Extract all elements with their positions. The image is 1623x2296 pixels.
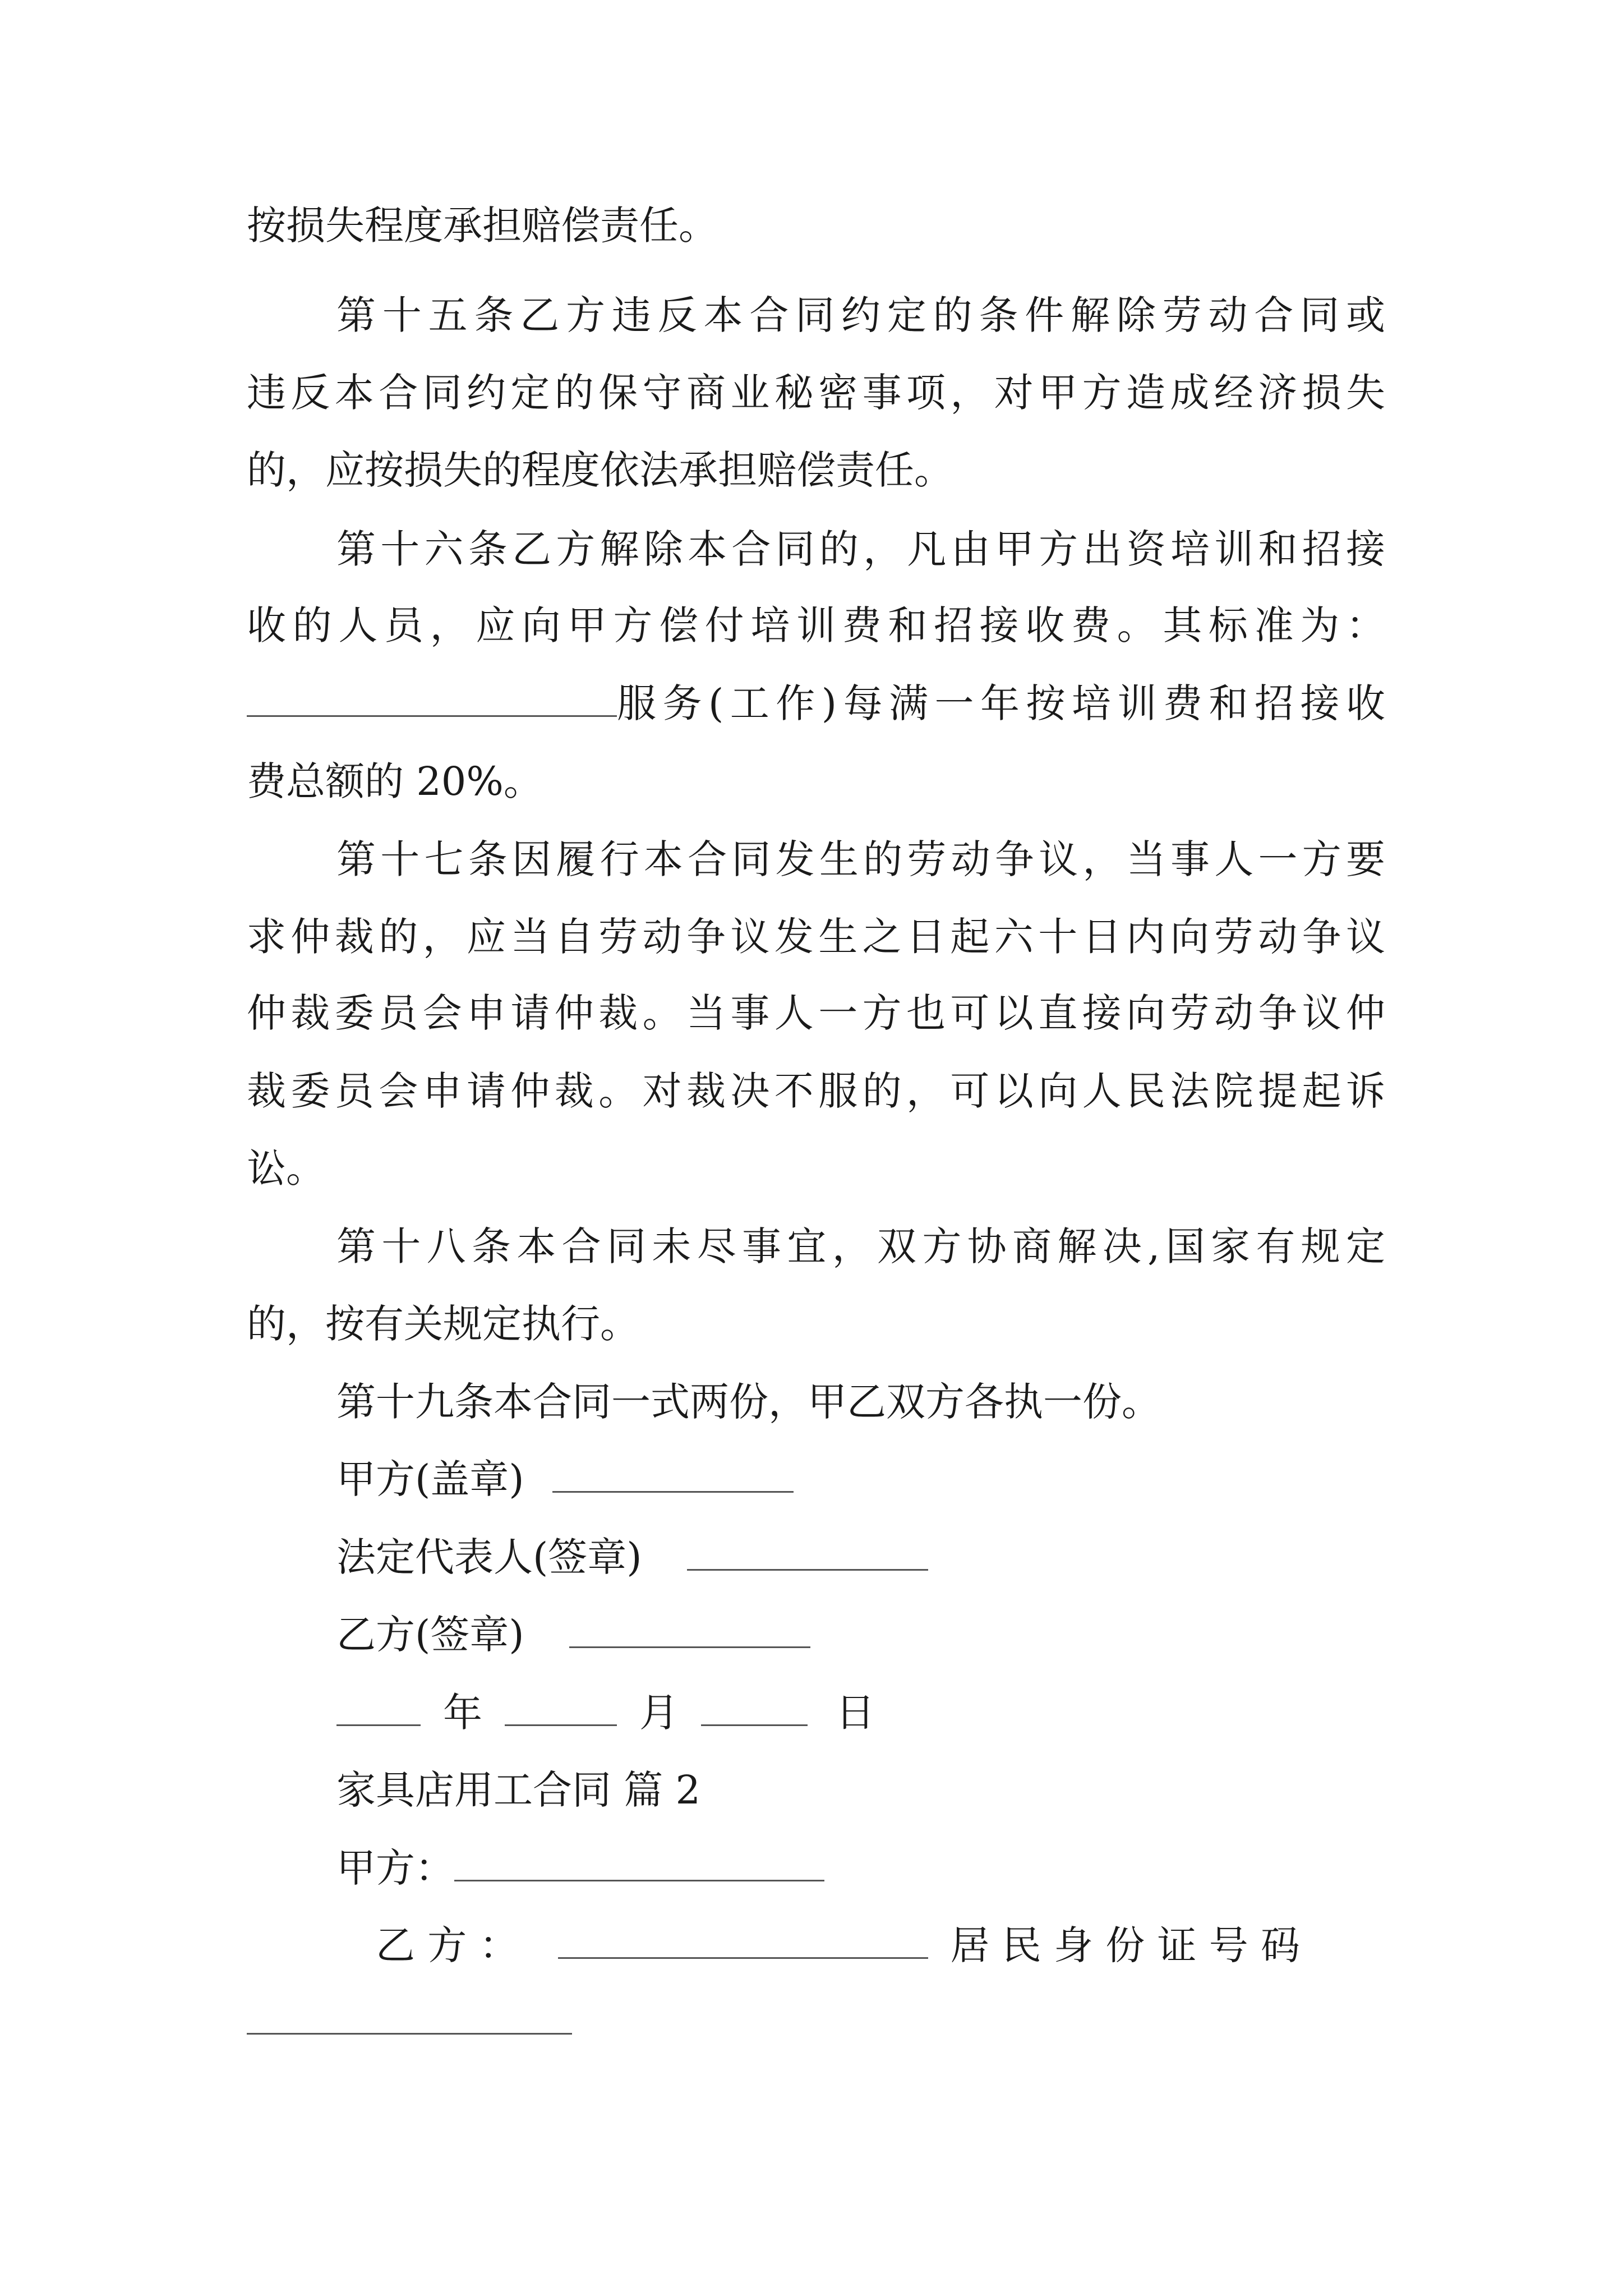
- party-a-seal-row: [336, 1452, 1385, 1506]
- day-blank: [701, 1690, 808, 1726]
- party-b-label: 乙 方 ：: [376, 1922, 519, 1968]
- article-17-line-2: 求仲裁的，应当自劳动争议发生之日起六十日内向劳动争议: [247, 914, 1385, 960]
- article-16-line-3: [247, 677, 1385, 730]
- legal-rep-row: [336, 1530, 1385, 1584]
- article-16-line-1: 第十六条乙方解除本合同的，凡由甲方出资培训和招接: [336, 526, 1385, 572]
- month-label: 月: [639, 1690, 679, 1736]
- article-16-line-4: 费总额的 20%。: [247, 758, 543, 804]
- party-b-row: [376, 1918, 1385, 1972]
- id-number-label: 居 民 身 份 证 号 码: [950, 1922, 1301, 1968]
- article-16-line-3-text: 服务(工作)每满一年按培训费和招接收: [617, 680, 1385, 726]
- party-b-sign-blank: [569, 1612, 810, 1648]
- article-16-line-2: 收的人员，应向甲方偿付培训费和招接收费。其标准为：: [247, 602, 1385, 648]
- article-18-line-1: 第十八条本合同未尽事宜，双方协商解决,国家有规定: [336, 1223, 1385, 1269]
- month-blank: [505, 1690, 617, 1726]
- year-label: 年: [443, 1690, 482, 1736]
- party-a-label: 甲方：: [336, 1845, 454, 1891]
- article-19-line: 第十九条本合同一式两份，甲乙双方各执一份。: [336, 1379, 1161, 1425]
- day-label: 日: [836, 1690, 875, 1736]
- party-a-blank: [454, 1845, 824, 1881]
- party-b-sign-label: 乙方(签章): [336, 1612, 524, 1658]
- fill-blank-standard: [247, 680, 617, 717]
- id-number-row: [247, 1994, 1385, 2048]
- party-a-row: [336, 1841, 1385, 1895]
- party-b-blank: [558, 1922, 928, 1959]
- article-17-line-5: 讼。: [247, 1145, 325, 1191]
- section-title: 家具店用工合同 篇 2: [336, 1767, 701, 1813]
- party-a-seal-label: 甲方(盖章): [336, 1456, 524, 1502]
- article-17-line-1: 第十七条因履行本合同发生的劳动争议，当事人一方要: [336, 836, 1385, 882]
- article-17-line-4: 裁委员会申请仲裁。对裁决不服的，可以向人民法院提起诉: [247, 1068, 1385, 1114]
- article-18-line-2: 的，按有关规定执行。: [247, 1301, 639, 1347]
- article-15-line-1: 第十五条乙方违反本合同约定的条件解除劳动合同或: [336, 292, 1385, 338]
- article-15-line-2: 违反本合同约定的保守商业秘密事项，对甲方造成经济损失: [247, 370, 1385, 416]
- legal-rep-label: 法定代表人(签章): [336, 1534, 642, 1580]
- year-blank: [336, 1690, 421, 1726]
- date-row: [336, 1686, 1385, 1740]
- party-b-sign-row: [336, 1608, 1385, 1662]
- article-15-line-3: 的，应按损失的程度依法承担赔偿责任。: [247, 447, 953, 493]
- article-17-line-3: 仲裁委员会申请仲裁。当事人一方也可以直接向劳动争议仲: [247, 990, 1385, 1036]
- paragraph-line: 按损失程度承担赔偿责任。: [247, 203, 718, 249]
- party-a-seal-blank: [552, 1456, 794, 1493]
- id-number-blank: [247, 1998, 572, 2035]
- legal-rep-blank: [687, 1534, 928, 1571]
